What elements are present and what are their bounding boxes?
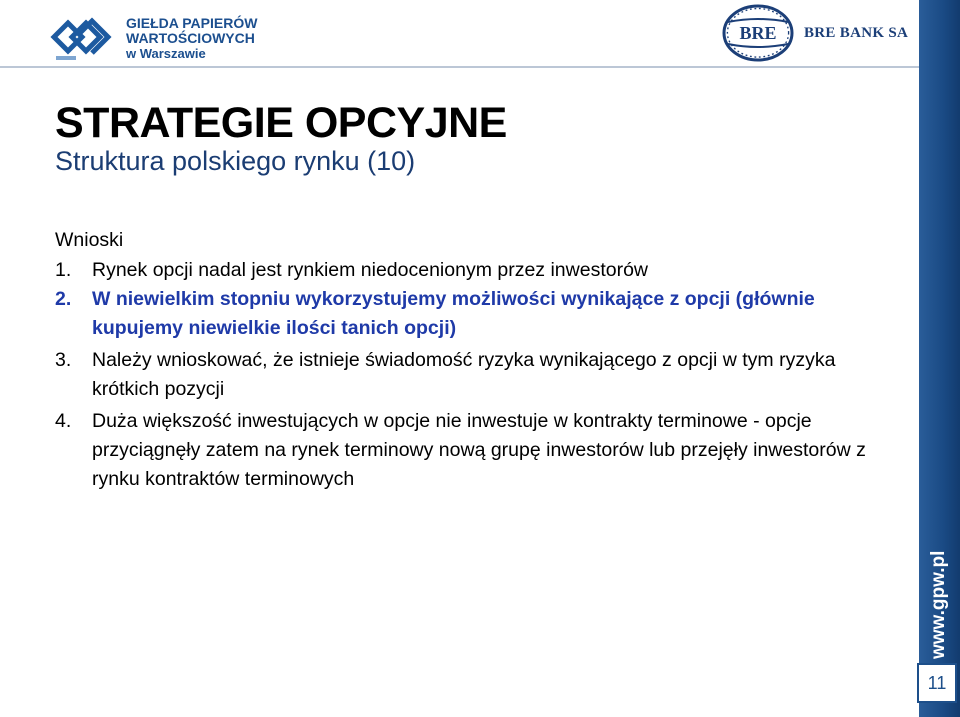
list-item-text: W niewielkim stopniu wykorzystujemy możliwości wynikające z opcji (głównie kupujemy niewielkie ilości tanich opcji): [92, 288, 815, 339]
list-item-number: 4.: [55, 410, 72, 432]
page-number: 11: [917, 663, 957, 703]
slide-subtitle: Struktura polskiego rynku (10): [55, 146, 416, 176]
gpw-logo-line-2: WARTOŚCIOWYCH: [126, 30, 255, 46]
slide-title: STRATEGIE OPCYJNE: [55, 99, 507, 147]
gpw-logo-line-1: GIEŁDA PAPIERÓW: [126, 15, 258, 31]
svg-text:BRE: BRE: [739, 23, 777, 43]
list-item-text: Należy wnioskować, że istnieje świadomość ryzyka wynikającego z opcji w tym ryzyka krótkich pozycji: [92, 349, 836, 400]
bre-globe-logo-icon: [722, 4, 794, 62]
list-item-number: 3.: [55, 349, 72, 371]
list-item-2: [55, 285, 875, 343]
gpw-logo: [50, 10, 260, 66]
slide-body: [55, 226, 875, 494]
list-item-text: Rynek opcji nadal jest rynkiem niedocenionym przez inwestorów: [92, 259, 649, 281]
website-url: www.gpw.pl: [928, 550, 949, 660]
bre-bank-name: BRE BANK SA: [804, 25, 909, 41]
list-item-number: 1.: [55, 259, 72, 281]
list-item-4: [55, 407, 875, 494]
header-divider: [0, 66, 919, 68]
gpw-logo-line-3: w Warszawie: [126, 46, 206, 61]
gpw-logo-mark-icon: [50, 10, 112, 64]
bre-bank-logo: [722, 4, 907, 62]
conclusions-heading: Wnioski: [55, 229, 124, 251]
list-item-3: [55, 346, 875, 404]
gpw-logo-text: [126, 16, 257, 61]
list-item-text: Duża większość inwestujących w opcje nie inwestuje w kontrakty terminowe - opcje przyciągnęły zatem na rynek terminowy nową grupę inwestorów lub przejęły inwestorów z rynku kontraktów terminowych: [92, 410, 866, 490]
list-item-1: [55, 256, 875, 285]
list-item-number: 2.: [55, 288, 72, 310]
